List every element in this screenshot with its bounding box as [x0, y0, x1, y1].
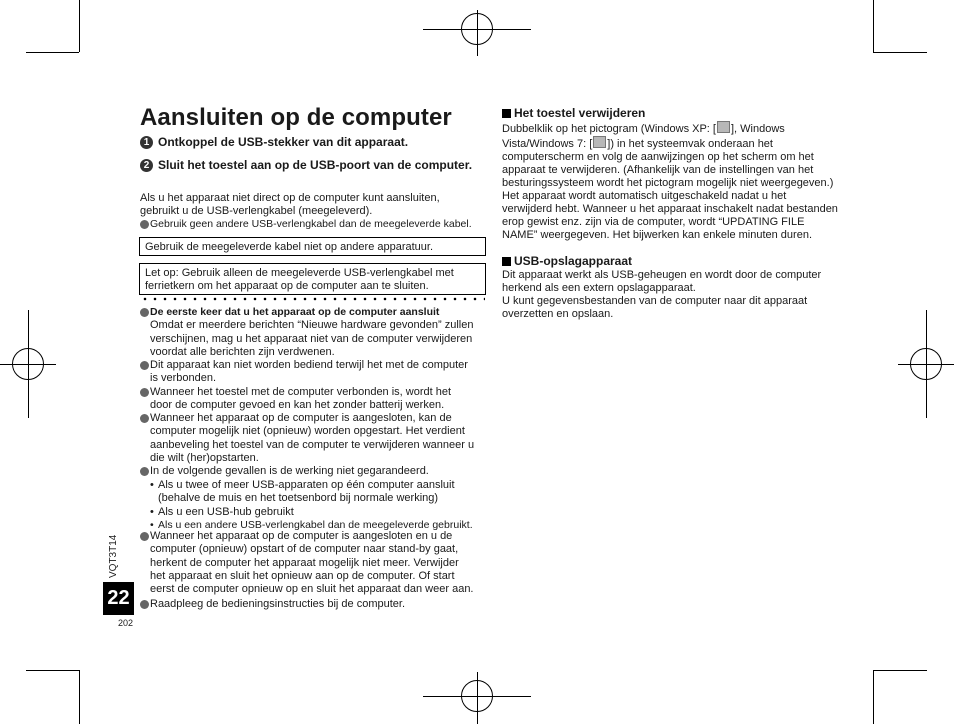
remove-heading: Het toestel verwijderen: [502, 106, 645, 120]
list-item: [140, 306, 486, 359]
bullet-line: het apparaat en sluit het opnieuw aan op de computer. Of start: [150, 569, 455, 582]
sub-bullet-icon: •: [150, 506, 154, 518]
bullet-dot-icon: [140, 467, 149, 476]
bullet-line: door de computer gevoed en kan het zonder batterij werken.: [150, 399, 445, 412]
square-bullet-icon: [502, 109, 511, 118]
bullet-line: verschijnen, mag u het apparaat niet van de computer verwijderen: [150, 332, 473, 345]
page-title: Aansluiten op de computer: [140, 104, 452, 131]
square-bullet-icon: [502, 257, 511, 266]
step-2-text: Sluit het toestel aan op de USB-poort van de computer.: [158, 158, 473, 172]
intro-line-2: gebruikt u de USB-verlengkabel (meegeleverd).: [140, 205, 373, 217]
bullet-line: Dit apparaat kan niet worden bediend terwijl het met de computer: [150, 359, 468, 371]
intro-text: [140, 192, 440, 218]
remove-text: Dubbelklik op het pictogram (Windows XP: [ ], Windows Vista/Windows 7: [ ]) in het systeemvak onderaan het computerscherm en volg de aanwijzingen op het scherm om het apparaat te verwijderen. (Afhankelijk van de instellingen van het besturingssysteem wordt het pictogram mogelijk niet weergegeven.) Het apparaat wordt automatisch uitgeschakeld nadat u het verwijderd hebt. Wanneer u het apparaat inschakelt nadat bestanden erop gewist enz. zijn via de computer, wordt “UPDATING FILE NAME” weergegeven. Het bijwerken kan enkele minuten duren.: [502, 121, 852, 242]
storage-text: Dit apparaat werkt als USB-geheugen en wordt door de computer herkend als een extern opslagapparaat. U kunt gegevensbestanden van de computer naar dit apparaat overzetten en opslaan.: [502, 269, 822, 320]
model-code: VQT3T14: [108, 534, 119, 578]
bullet-dot-icon: [140, 532, 149, 541]
note-box-2: [139, 263, 486, 295]
sub-bullet-icon: •: [150, 479, 154, 491]
step-number-2: 2: [140, 159, 153, 172]
note-box-1: [139, 237, 486, 256]
step-1-text: Ontkoppel de USB-stekker van dit apparaat.: [158, 135, 409, 149]
bullet-line: Wanneer het apparaat op de computer is aangesloten en u de: [150, 530, 453, 542]
list-item: [140, 530, 486, 596]
bullet-dot-icon: [140, 361, 149, 370]
bullet-line: is verbonden.: [150, 372, 217, 385]
bullet-dot-icon: [140, 414, 149, 423]
bullet-dot-icon: [140, 308, 149, 317]
bullet-line: eerst de computer opnieuw op en sluit het apparaat dan weer aan.: [150, 583, 474, 596]
intro-bullet: Gebruik geen andere USB-verlengkabel dan de meegeleverde kabel.: [140, 218, 486, 231]
bullet-line: voordat alle berichten zijn verdwenen.: [150, 345, 335, 358]
bullet-dot-icon: [140, 220, 149, 229]
dotted-divider: [140, 296, 485, 302]
bullet-line: In de volgende gevallen is de werking niet gegarandeerd.: [150, 465, 429, 477]
bullet-title: De eerste keer dat u het apparaat op de computer aansluit: [150, 306, 440, 318]
safely-remove-xp-icon: [717, 121, 730, 133]
step-number-1: 1: [140, 136, 153, 149]
sub-bullet-icon: •: [150, 519, 154, 531]
sub-bullet-line: Als u een andere USB-verlengkabel dan de meegeleverde gebruikt.: [158, 519, 473, 531]
storage-heading: USB-opslagapparaat: [502, 254, 632, 268]
bullet-line: computer mogelijk niet (opnieuw) worden opgestart. Het verdient: [150, 425, 465, 438]
bullet-line: Omdat er meerdere berichten “Nieuwe hardware gevonden” zullen: [150, 319, 474, 332]
page-number-tab: 22: [103, 582, 134, 615]
list-item: [140, 386, 486, 413]
bullet-line: die wilt (her)opstarten.: [150, 451, 259, 464]
sheet-number: 202: [118, 618, 134, 628]
list-item: [140, 412, 486, 465]
sub-list-item: [150, 479, 486, 506]
intro-line-1: Als u het apparaat niet direct op de computer kunt aansluiten,: [140, 192, 440, 204]
sub-bullet-line: (behalve de muis en het toetsenbord bij normale werking): [158, 492, 439, 505]
note-2-line-2: ferrietkern om het apparaat op de computer aan te sluiten.: [145, 280, 429, 292]
sub-list-item: [150, 519, 486, 532]
sub-bullet-line: Als u een USB-hub gebruikt: [158, 506, 294, 518]
bullet-line: herkent de computer het apparaat mogelijk niet meer. Verwijder: [150, 556, 459, 569]
list-item: [140, 359, 486, 386]
bullet-line: computer (opnieuw) opstart of de computer naar stand-by gaat,: [150, 543, 459, 556]
list-item: [140, 598, 486, 611]
bullet-line: Wanneer het apparaat op de computer is aangesloten, kan de: [150, 412, 452, 424]
bullet-dot-icon: [140, 388, 149, 397]
step-2: [140, 158, 472, 172]
safely-remove-vista-icon: [593, 136, 606, 148]
bullet-line: aanbeveling het toestel van de computer te verwijderen wanneer u: [150, 438, 475, 451]
note-2-line-1: Let op: Gebruik alleen de meegeleverde USB-verlengkabel met: [145, 267, 454, 279]
remove-line-1: Dubbelklik op het pictogram (Windows XP: [ ], Windows: [502, 123, 785, 135]
bullet-dot-icon: [140, 600, 149, 609]
bullet-line: Wanneer het toestel met de computer verbonden is, wordt het: [150, 386, 452, 398]
bullet-line: Raadpleeg de bedieningsinstructies bij de computer.: [150, 598, 405, 610]
note-1-text: Gebruik de meegeleverde kabel niet op andere apparatuur.: [145, 241, 434, 253]
list-item: [140, 465, 486, 478]
sub-bullet-line: Als u twee of meer USB-apparaten op één computer aansluit: [158, 479, 455, 491]
remove-line-2: Vista/Windows 7: [ ]) in het systeemvak onderaan het: [502, 138, 773, 150]
sub-list-item: [150, 506, 486, 519]
step-1: [140, 135, 408, 149]
